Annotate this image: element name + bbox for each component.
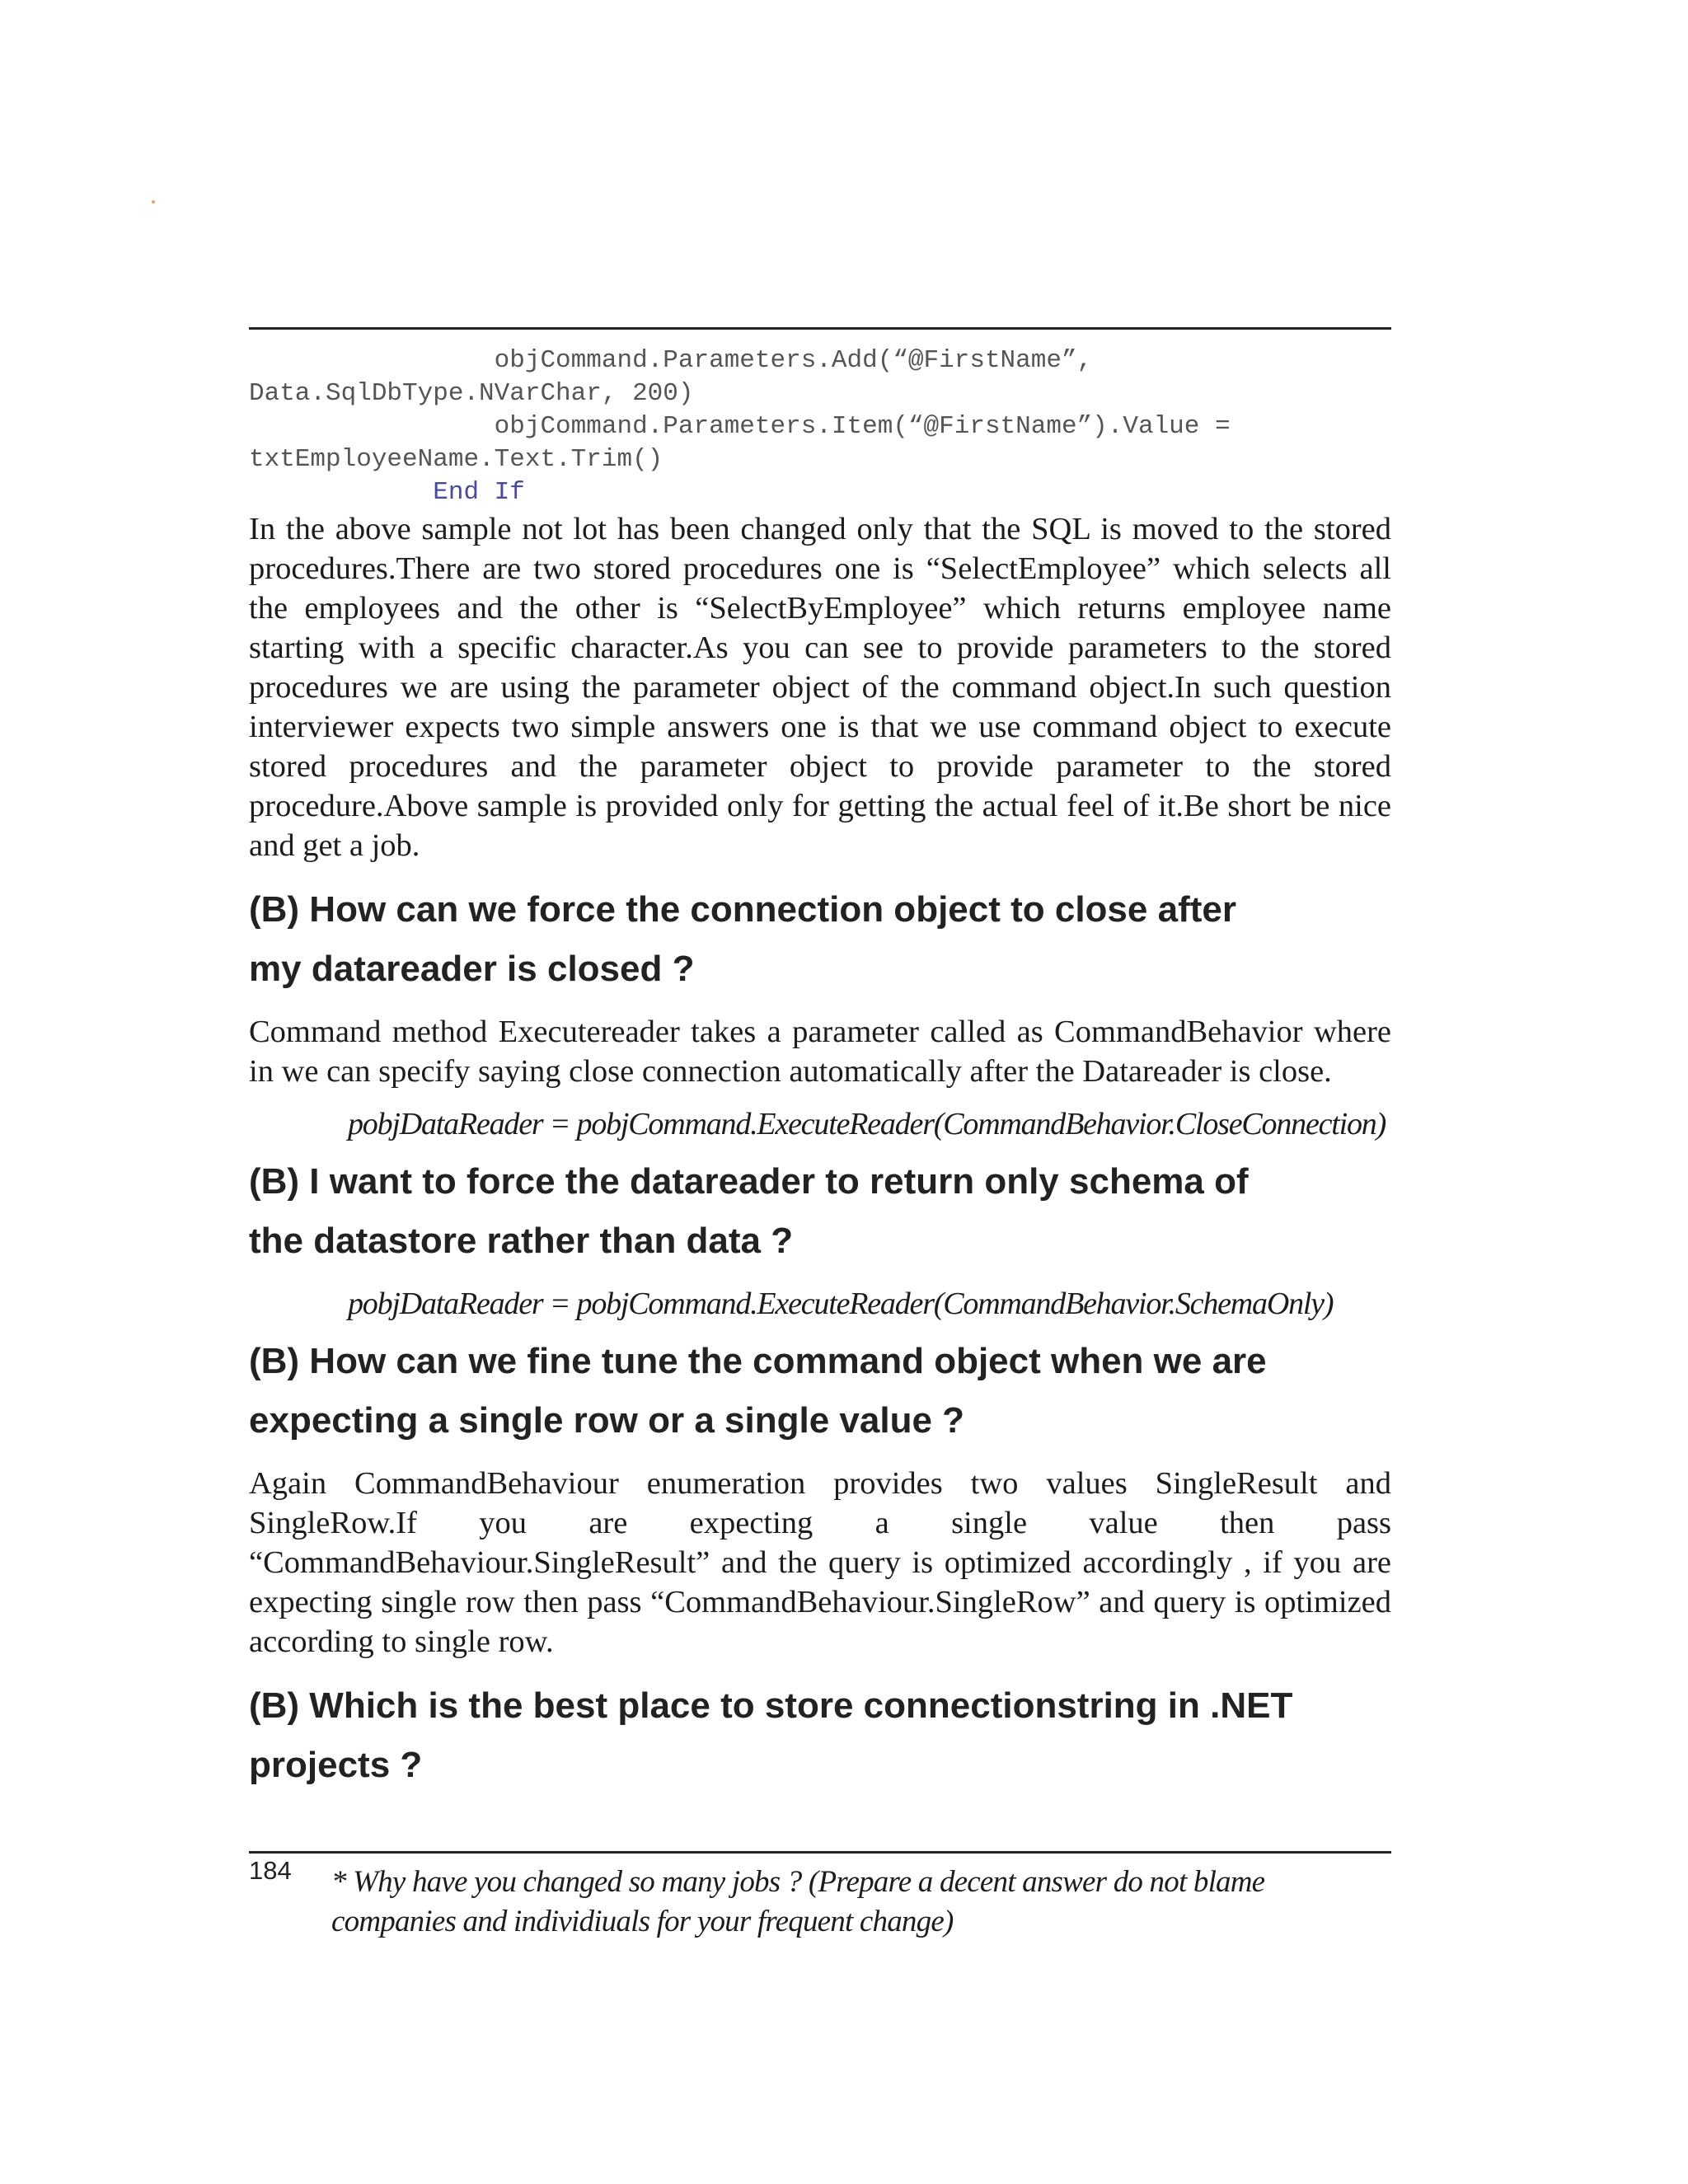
single-row-paragraph: Again CommandBehaviour enumeration provides two values SingleResult and SingleRow.If you are expecting a single value then pass “CommandBehaviour.SingleResult” and the query is optimized accordingly , if you are expecting single row then pass “CommandBehaviour.SingleRow” and query is optimized according to single row. xyxy=(249,1466,1391,1659)
question-heading-schema-only xyxy=(249,1152,1391,1271)
code-block xyxy=(249,344,1391,509)
intro-paragraph: In the above sample not lot has been changed only that the SQL is moved to the stored procedures.There are two stored procedures one is “SelectEmployee” which selects all the employees and the other is “SelectByEmployee” which returns employee name starting with a specific character.As you can see to provide parameters to the stored procedures we are using the parameter object of the command object.In such question interviewer expects two simple answers one is that we use command object to execute stored procedures and the parameter object to provide parameter to the stored procedure.Above sample is provided only for getting the actual feel of it.Be short be nice and get a job. xyxy=(249,512,1391,863)
page-content xyxy=(249,344,1391,1795)
footer-rule xyxy=(249,1851,1391,1854)
heading-line: (B) I want to force the datareader to return only schema of xyxy=(249,1161,1249,1202)
question-heading-connectionstring xyxy=(249,1676,1391,1795)
question-heading-single-row xyxy=(249,1332,1391,1451)
code-line: objCommand.Parameters.Item(“@FirstName”).Value = xyxy=(249,412,1231,441)
schema-only-code: pobjDataReader = pobjCommand.ExecuteReader(CommandBehavior.SchemaOnly) xyxy=(348,1286,1334,1321)
heading-line: the datastore rather than data ? xyxy=(249,1221,794,1261)
heading-line: (B) Which is the best place to store connectionstring in .NET xyxy=(249,1685,1293,1726)
heading-line: expecting a single row or a single value ? xyxy=(249,1400,965,1441)
code-line-indent xyxy=(249,478,433,507)
scan-speck xyxy=(152,200,155,204)
code-keyword: End If xyxy=(433,478,525,507)
code-line: txtEmployeeName.Text.Trim() xyxy=(249,445,663,474)
question-heading-close-connection xyxy=(249,880,1391,999)
code-line: objCommand.Parameters.Add(“@FirstName”, xyxy=(249,346,1093,375)
header-rule xyxy=(249,327,1391,330)
code-line: Data.SqlDbType.NVarChar, 200) xyxy=(249,379,694,408)
heading-line: (B) How can we fine tune the command object when we are xyxy=(249,1341,1267,1381)
heading-line: projects ? xyxy=(249,1745,423,1785)
page-number: 184 xyxy=(249,1856,292,1885)
heading-line: my datareader is closed ? xyxy=(249,949,695,989)
close-connection-paragraph: Command method Executereader takes a parameter called as CommandBehavior where in we can specify saying close connection automatically after the Datareader is close. xyxy=(249,1015,1391,1089)
heading-line: (B) How can we force the connection object to close after xyxy=(249,889,1236,930)
footer-note: * Why have you changed so many jobs ? (Prepare a decent answer do not blame companies and individiuals for your frequent change) xyxy=(331,1865,1265,1938)
close-connection-code: pobjDataReader = pobjCommand.ExecuteReader(CommandBehavior.CloseConnection) xyxy=(348,1107,1386,1141)
